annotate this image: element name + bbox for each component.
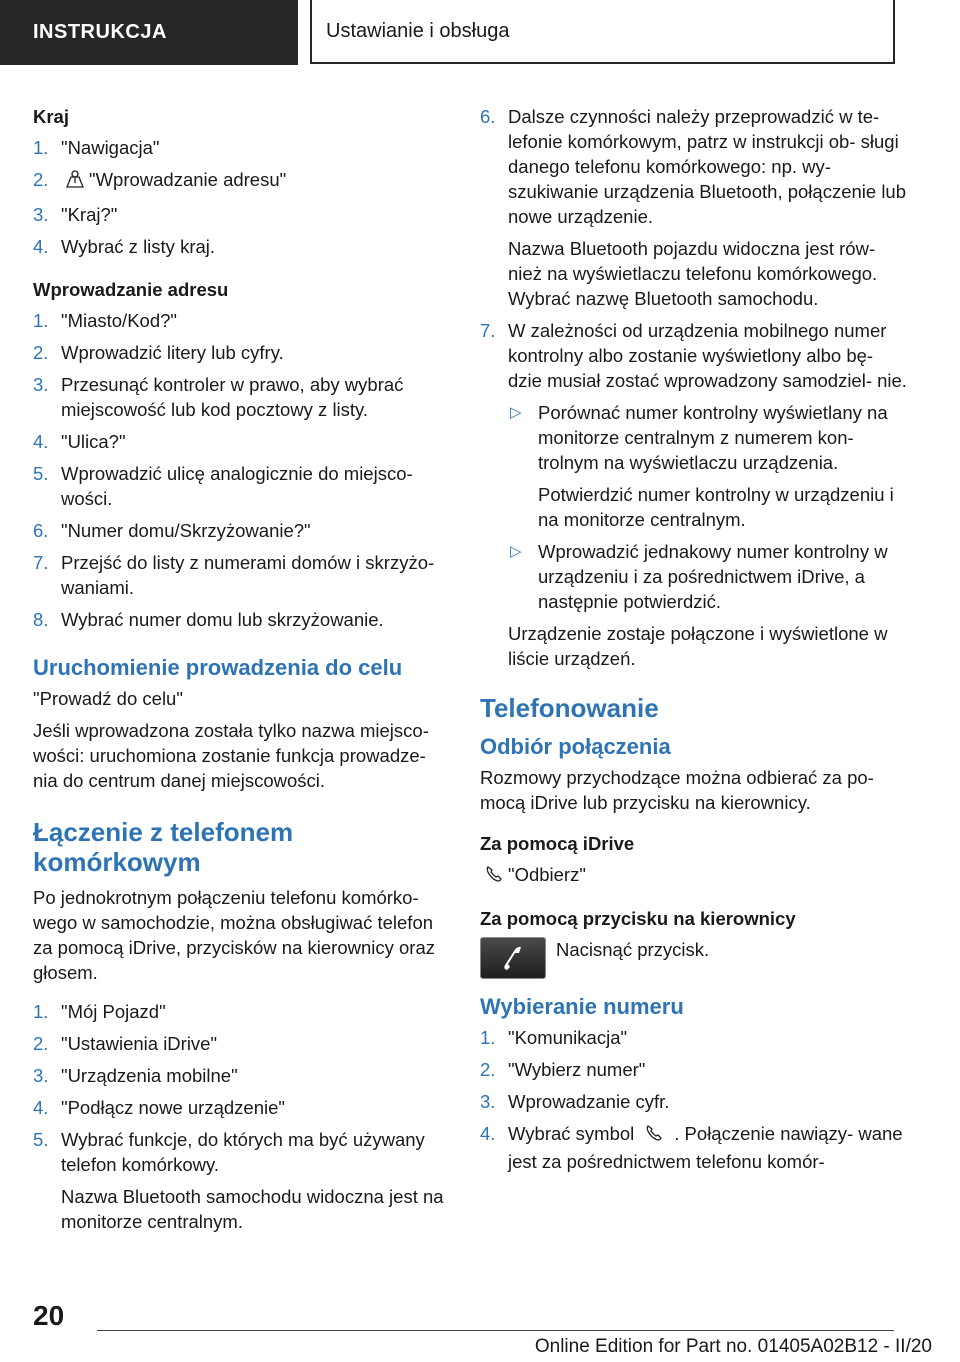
connect-list-continued bbox=[480, 104, 910, 229]
list-item: 4. Wybrać z listy kraj. bbox=[33, 236, 216, 257]
wheel-button-line bbox=[480, 937, 910, 979]
dial-number-heading: Wybieranie numeru bbox=[480, 994, 684, 1019]
list-item-text: W zależności od urządzenia mobilnego numer kontrolny albo zostanie wyświetlony albo bę- dzie musiał zostać wprowadzony samodziel- nie. bbox=[508, 320, 907, 391]
list-item: 5. Wybrać funkcje, do których ma być używany telefon komórkowy. bbox=[33, 1129, 425, 1175]
header-section-tab bbox=[0, 0, 298, 65]
list-item-text: Wprowadzanie cyfr. bbox=[508, 1091, 670, 1112]
header-title-box bbox=[310, 0, 895, 64]
bullet-text: Porównać numer kontrolny wyświetlany na monitorze centralnym z numerem kon- trolnym na wyświetlaczu urządzenia. bbox=[538, 402, 888, 473]
list-item: 3. "Urządzenia mobilne" bbox=[33, 1065, 238, 1086]
list-item: 3. "Kraj?" bbox=[33, 204, 118, 225]
right-column bbox=[480, 104, 910, 1181]
list-item: 1. "Komunikacja" bbox=[480, 1027, 628, 1048]
list-item-text-continued: . Połączenie nawiązy- wane jest za pośrednictwem telefonu komór- bbox=[508, 1123, 903, 1172]
triangle-bullet-icon: ▷ bbox=[510, 543, 522, 560]
header-section-label: INSTRUKCJA bbox=[33, 21, 167, 43]
list-item-text: Przejść do listy z numerami domów i skrzyżo- waniami. bbox=[61, 552, 435, 598]
adres-heading: Wprowadzanie adresu bbox=[33, 279, 229, 300]
adres-list bbox=[33, 308, 453, 632]
list-item-text: "Wprowadzanie adresu" bbox=[89, 169, 287, 190]
phone-handset-icon bbox=[484, 864, 504, 890]
connect-note: Nazwa Bluetooth samochodu widoczna jest na monitorze centralnym. bbox=[61, 1186, 444, 1232]
answer-call-heading: Odbiór połączenia bbox=[480, 734, 671, 759]
list-item: 1. "Miasto/Kod?" bbox=[33, 310, 177, 331]
connect-list-continued-2 bbox=[480, 318, 910, 393]
wheel-button-heading: Za pomocą przycisku na kierownicy bbox=[480, 908, 796, 929]
list-item: 6. Dalsze czynności należy przeprowadzić w te- lefonie komórkowym, patrz w instrukcji ob- sługi danego telefonu komórkowego: np. wy- szukiwanie urządzenia Bluetooth, połączenie lub nowe urządzenie. bbox=[480, 106, 907, 227]
list-item-text: "Mój Pojazd" bbox=[61, 1001, 166, 1022]
start-guidance-heading: Uruchomienie prowadzenia do celu bbox=[33, 655, 403, 680]
list-item-text: "Kraj?" bbox=[61, 204, 118, 225]
triangle-bullet-icon: ▷ bbox=[510, 404, 522, 421]
idrive-heading: Za pomocą iDrive bbox=[480, 833, 635, 854]
list-item: 7. W zależności od urządzenia mobilnego numer kontrolny albo zostanie wyświetlony albo bę- dzie musiał zostać wprowadzony samodziel- nie. bbox=[480, 320, 907, 391]
list-item-text: "Numer domu/Skrzyżowanie?" bbox=[61, 520, 311, 541]
navigation-map-icon bbox=[65, 169, 85, 195]
list-item: 8. Wybrać numer domu lub skrzyżowanie. bbox=[33, 609, 384, 630]
list-item-text: "Urządzenia mobilne" bbox=[61, 1065, 238, 1086]
bullet-text: Wprowadzić jednakowy numer kontrolny w urządzeniu i za pośrednictwem iDrive, a następnie potwierdzić. bbox=[538, 541, 888, 612]
list-item: 3. Wprowadzanie cyfr. bbox=[480, 1091, 670, 1112]
answer-call-text: Rozmowy przychodzące można odbierać za po- mocą iDrive lub przycisku na kierownicy. bbox=[480, 767, 874, 813]
bullet1-note: Potwierdzić numer kontrolny w urządzeniu i na monitorze centralnym. bbox=[538, 484, 894, 530]
steering-wheel-phone-button-icon bbox=[480, 937, 546, 979]
list-item: 4. Wybrać symbol . Połączenie nawiązy- wane jest za pośrednictwem telefonu komór- bbox=[480, 1123, 903, 1172]
footer-divider bbox=[97, 1330, 894, 1331]
list-item: 3. Przesunąć kontroler w prawo, aby wybrać miejscowość lub kod pocztowy z listy. bbox=[33, 374, 404, 420]
list-item: 4. "Podłącz nowe urządzenie" bbox=[33, 1097, 285, 1118]
list-item-text: Wybrać symbol bbox=[508, 1123, 635, 1144]
telephoning-heading: Telefonowanie bbox=[480, 693, 659, 723]
list-item: 7. Przejść do listy z numerami domów i skrzyżo- waniami. bbox=[33, 552, 435, 598]
item6-note: Nazwa Bluetooth pojazdu widoczna jest rów- nież na wyświetlaczu telefonu komórkowego. Wybrać nazwę Bluetooth samochodu. bbox=[508, 238, 878, 309]
list-item-text: "Ulica?" bbox=[61, 431, 126, 452]
list-item-text: Wprowadzić ulicę analogicznie do miejsco- wości. bbox=[61, 463, 413, 509]
list-item-text: Wprowadzić litery lub cyfry. bbox=[61, 342, 284, 363]
list-item: 2. "Ustawienia iDrive" bbox=[33, 1033, 218, 1054]
kraj-list bbox=[33, 135, 453, 259]
list-item-text: "Ustawienia iDrive" bbox=[61, 1033, 218, 1054]
connect-list bbox=[33, 999, 453, 1177]
bullet-item bbox=[480, 400, 910, 475]
list-item-text: Wybrać funkcje, do których ma być używany telefon komórkowy. bbox=[61, 1129, 425, 1175]
list-item: 2. "Wprowadzanie adresu" bbox=[33, 167, 453, 195]
list-item: 1. "Mój Pojazd" bbox=[33, 1001, 166, 1022]
dial-list bbox=[480, 1025, 910, 1174]
kraj-heading: Kraj bbox=[33, 106, 69, 127]
list-item-text: "Podłącz nowe urządzenie" bbox=[61, 1097, 285, 1118]
connect-phone-heading: Łączenie z telefonem komórkowym bbox=[33, 817, 294, 877]
list-item-text: "Wybierz numer" bbox=[508, 1059, 646, 1080]
left-column bbox=[33, 104, 453, 1241]
bullet-item bbox=[480, 539, 910, 614]
connected-note: Urządzenie zostaje połączone i wyświetlone w liście urządzeń. bbox=[508, 623, 888, 669]
list-item-text: Wybrać numer domu lub skrzyżowanie. bbox=[61, 609, 384, 630]
phone-handset-icon bbox=[644, 1123, 664, 1149]
list-item: 5. Wprowadzić ulicę analogicznie do miejsco- wości. bbox=[33, 463, 413, 509]
idrive-command: "Odbierz" bbox=[508, 864, 586, 885]
header-title: Ustawianie i obsługa bbox=[326, 19, 510, 42]
list-item-text: "Nawigacja" bbox=[61, 137, 160, 158]
footer-edition-text: Online Edition for Part no. 01405A02B12 - II/20 bbox=[534, 1336, 932, 1357]
wheel-button-text: Nacisnąć przycisk. bbox=[556, 939, 710, 960]
list-item: 4. "Ulica?" bbox=[33, 431, 126, 452]
list-item-text: Wybrać z listy kraj. bbox=[61, 236, 216, 257]
list-item: 2. "Wybierz numer" bbox=[480, 1059, 646, 1080]
list-item-text: Przesunąć kontroler w prawo, aby wybrać miejscowość lub kod pocztowy z listy. bbox=[61, 374, 404, 420]
list-item-text: "Komunikacja" bbox=[508, 1027, 628, 1048]
list-item-text: "Miasto/Kod?" bbox=[61, 310, 177, 331]
list-item: 1. "Nawigacja" bbox=[33, 137, 160, 158]
list-item: 6. "Numer domu/Skrzyżowanie?" bbox=[33, 520, 311, 541]
connect-phone-text: Po jednokrotnym połączeniu telefonu komórko- wego w samochodzie, można obsługiwać telefon za pomocą iDrive, przycisków na kierownicy oraz głosem. bbox=[33, 887, 435, 983]
list-item: 2. Wprowadzić litery lub cyfry. bbox=[33, 342, 284, 363]
start-guidance-text: Jeśli wprowadzona została tylko nazwa miejsco- wości: uruchomiona zostanie funkcja prowadze- nia do centrum danej miejscowości. bbox=[33, 720, 429, 791]
list-item-text: Dalsze czynności należy przeprowadzić w te- lefonie komórkowym, patrz w instrukcji ob- sługi danego telefonu komórkowego: np. wy- szukiwanie urządzenia Bluetooth, połączenie lub nowe urządzenie. bbox=[508, 106, 907, 227]
idrive-command-line bbox=[480, 862, 910, 890]
page-number: 20 bbox=[33, 1300, 65, 1331]
start-guidance-command: "Prowadź do celu" bbox=[33, 688, 183, 709]
